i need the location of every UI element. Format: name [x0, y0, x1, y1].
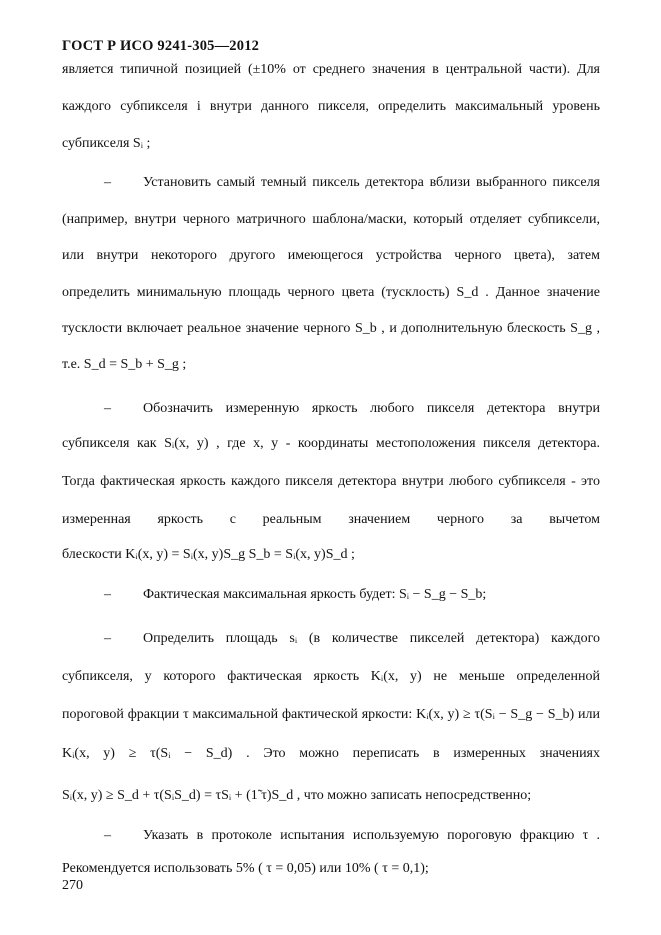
document-header: ГОСТ Р ИСО 9241-305—2012: [62, 38, 260, 54]
text-line: т.е. S_d = S_b + S_g ;: [62, 357, 187, 372]
text-line: субпикселя, у которого фактическая яркость Kᵢ(x, y) не меньше определенной: [62, 669, 600, 684]
text-line: Kᵢ(x, y) ≥ τ(Sᵢ − S_d) . Это можно переписать в измеренных значениях: [62, 746, 600, 761]
text-line: Установить самый темный пиксель детектора вблизи выбранного пикселя: [143, 175, 600, 190]
list-dash: –: [104, 828, 111, 843]
text-line: каждого субпикселя i внутри данного пикселя, определить максимальный уровень: [62, 99, 600, 114]
text-line: или внутри некоторого другого имеющегося устройства черного цвета), затем: [62, 248, 600, 263]
page-number: 270: [62, 878, 83, 893]
text-line: Фактическая максимальная яркость будет: Sᵢ − S_g − S_b;: [143, 587, 487, 602]
list-dash: –: [104, 175, 111, 190]
text-line: Тогда фактическая яркость каждого пикселя детектора внутри любого субпикселя ‑ это: [62, 474, 600, 489]
text-line: Обозначить измеренную яркость любого пикселя детектора внутри: [143, 401, 600, 416]
text-line: определить минимальную площадь черного цвета (тусклость) S_d . Данное значение: [62, 285, 600, 300]
text-line: Sᵢ(x, y) ≥ S_d + τ(SᵢS_d) = τSᵢ + (1̃ τ)S_d , что можно записать непосредственно;: [62, 788, 532, 803]
text-line: тусклости включает реальное значение черного S_b , и дополнительную блескость S_g ,: [62, 321, 600, 336]
text-line: измеренная яркость с реальным значением черного за вычетом: [62, 512, 600, 527]
list-dash: –: [104, 587, 111, 602]
text-line: субпикселя Sᵢ ;: [62, 136, 151, 151]
text-line: Рекомендуется использовать 5% ( τ = 0,05) или 10% ( τ = 0,1);: [62, 861, 429, 876]
list-dash: –: [104, 631, 111, 646]
text-line: является типичной позицией (±10% от среднего значения в центральной части). Для: [62, 62, 600, 77]
text-line: Указать в протоколе испытания используемую пороговую фракцию τ .: [143, 828, 600, 843]
text-line: блескости Kᵢ(x, y) = Sᵢ(x, y)S_g S_b = Sᵢ(x, y)S_d ;: [62, 547, 355, 562]
text-line: (например, внутри черного матричного шаблона/маски, который отделяет субпиксели,: [62, 212, 600, 227]
text-line: пороговой фракции τ максимальной фактической яркости: Kᵢ(x, y) ≥ τ(Sᵢ − S_g − S_b) или: [62, 707, 600, 722]
text-line: Определить площадь sᵢ (в количестве пикселей детектора) каждого: [143, 631, 600, 646]
list-dash: –: [104, 401, 111, 416]
text-line: субпикселя как Sᵢ(x, y) , где x, y ‑ координаты местоположения пикселя детектора.: [62, 436, 600, 451]
